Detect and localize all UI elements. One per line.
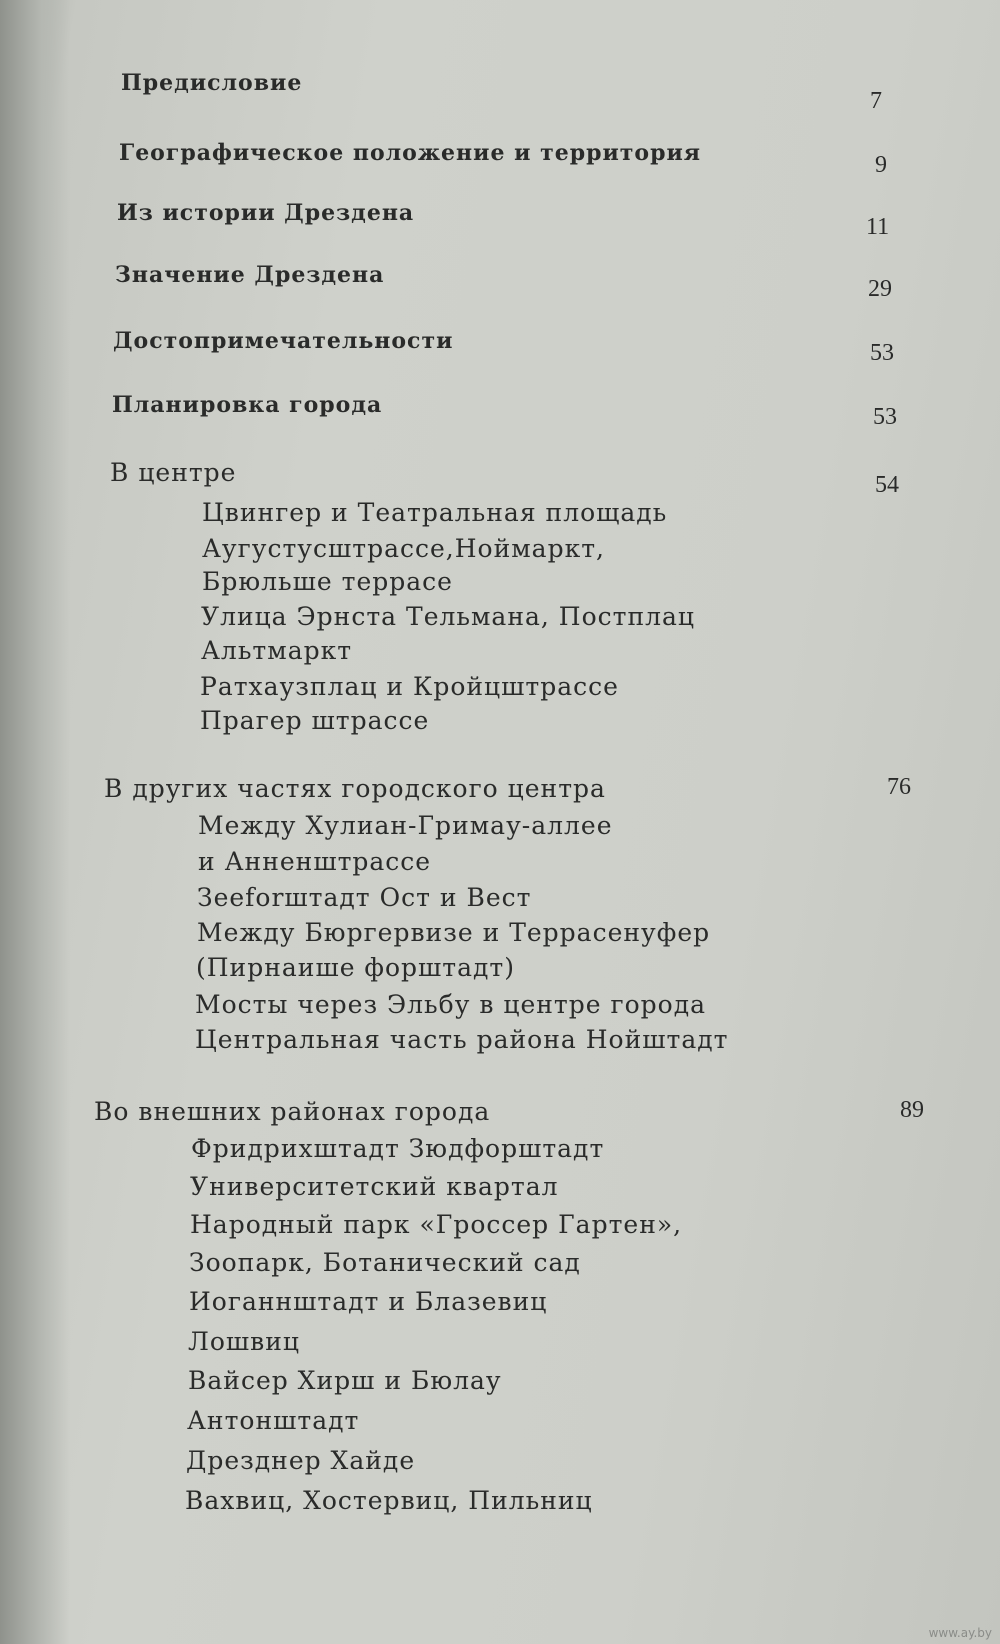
toc-entry-history: [0, 200, 1000, 240]
toc-entry-page: 53: [870, 340, 894, 366]
toc-section-title: В центре: [110, 458, 237, 487]
toc-subitem: Центральная часть района Нойштадт: [195, 1025, 729, 1054]
toc-entry-city-layout: [0, 392, 1000, 432]
toc-section-other-center: [0, 774, 1000, 814]
toc-subitem: (Пирнаише форштадт): [196, 953, 516, 982]
toc-section-page: 54: [875, 472, 899, 498]
site-watermark: www.ay.by: [928, 1626, 992, 1640]
toc-subitem: Мосты через Эльбу в центре города: [195, 990, 706, 1019]
toc-entry-title: Предисловие: [121, 70, 303, 96]
toc-section-title: Во внешних районах города: [94, 1097, 491, 1126]
toc-entry-geography: [0, 140, 1000, 180]
toc-entry-page: 29: [868, 276, 892, 302]
toc-subitem: Альтмаркт: [201, 636, 353, 665]
toc-entry-significance: [0, 262, 1000, 302]
toc-subitem: Народный парк «Гроссер Гартен»,: [190, 1210, 683, 1239]
toc-subitem: Прагер штрассе: [200, 706, 430, 735]
toc-subitem: Университетский квартал: [190, 1172, 559, 1201]
toc-entry-page: 11: [866, 214, 890, 240]
toc-subitem: Ратхаузплац и Кройцштрассе: [200, 672, 619, 701]
toc-section-outer-districts: [0, 1097, 1000, 1137]
toc-entry-title: Географическое положение и территория: [119, 140, 702, 166]
toc-section-page: 89: [900, 1097, 924, 1123]
toc-subitem: Между Хулиан-Гримау-аллее: [198, 811, 613, 840]
toc-subitem: Дрезднер Хайде: [186, 1446, 416, 1475]
toc-entry-title: Значение Дрездена: [115, 262, 385, 288]
toc-subitem: Вайсер Хирш и Бюлау: [188, 1366, 502, 1395]
toc-section-page: 76: [887, 774, 911, 800]
toc-subitem: Лошвиц: [188, 1327, 300, 1356]
toc-subitem: Вахвиц, Хостервиц, Пильниц: [185, 1486, 593, 1515]
toc-section-center: [0, 458, 1000, 498]
toc-subitem: Цвингер и Театральная площадь: [202, 498, 668, 527]
toc-entry-page: 7: [870, 88, 882, 114]
toc-entry-title: Планировка города: [112, 392, 383, 418]
toc-entry-page: 9: [875, 152, 887, 178]
toc-subitem: и Анненштрассе: [198, 847, 432, 876]
toc-subitem: Брюльше террасе: [202, 567, 453, 596]
toc-subitem: Фридрихштадт Зюдфорштадт: [191, 1134, 605, 1163]
toc-subitem: Зоопарк, Ботанический сад: [189, 1248, 581, 1277]
toc-entry-sights: [0, 328, 1000, 368]
toc-section-title: В других частях городского центра: [104, 774, 606, 803]
toc-entry-page: 53: [873, 404, 897, 430]
toc-subitem: Зееforштадт Ост и Вест: [197, 883, 532, 912]
toc-subitem: Между Бюргервизе и Террасенуфер: [197, 918, 711, 947]
toc-entry-preface: [0, 70, 1000, 114]
toc-subitem: Антонштадт: [187, 1406, 360, 1435]
toc-entry-title: Достопримечательности: [113, 328, 454, 354]
toc-subitem: Иоганнштадт и Блазевиц: [189, 1287, 548, 1316]
toc-entry-title: Из истории Дрездена: [117, 200, 415, 226]
toc-subitem: Улица Эрнста Тельмана, Постплац: [201, 602, 696, 631]
toc-subitem: Аугустусштрассе,Ноймаркт,: [202, 534, 605, 563]
